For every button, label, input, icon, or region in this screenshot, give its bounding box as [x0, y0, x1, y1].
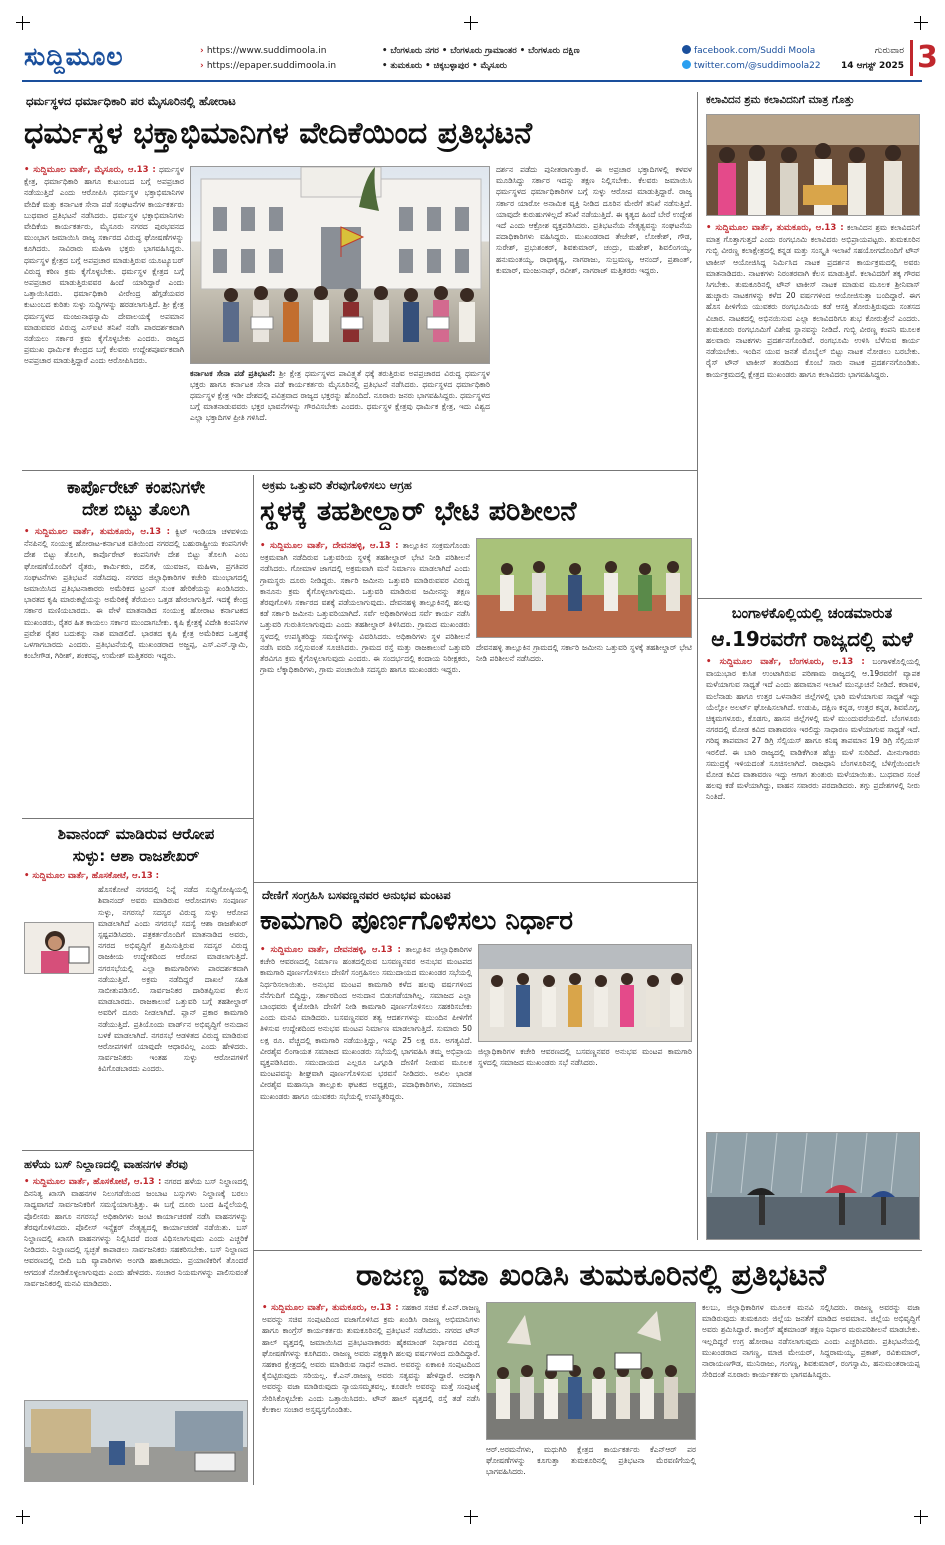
crop-mark [16, 1510, 30, 1524]
column-rule [697, 92, 698, 1240]
page-number: 3 [910, 40, 938, 76]
story5-headline: ಹಳೆಯ ಬಸ್ ನಿಲ್ದಾಣದಲ್ಲಿ ವಾಹನಗಳ ತೆರವು [24, 1157, 188, 1171]
story7-headline-line2: ಆ.19ರವರೆಗೆ ರಾಜ್ಯದಲ್ಲಿ ಮಳೆ [711, 627, 913, 651]
story3-headline-line2: ದೇಶ ಬಿಟ್ಟು ತೊಲಗಿ [82, 500, 190, 520]
story9-protest-photo [486, 1302, 696, 1440]
story2-stage-photo [706, 114, 920, 216]
masthead [22, 40, 938, 82]
story6-body: • ಸುದ್ದಿಮೂಲ ವಾರ್ತೆ, ದೇವನಹಳ್ಳಿ, ಆ.13 : ತಾಲ್ಲೂಕಿನ ಸಂಕ್ರಮಗೊಂಡು ಅಕ್ರಮವಾಗಿ ನಡೆದಿರುವ ಒತ್ತುವರಿಯ ಸ್ಥಳಕ್ಕೆ ತಹಶೀಲ್ದಾರ್ ಭೇಟಿ ನೀಡಿ ಪರಿಶೀಲನೆ ನಡೆಸಿದರು. ಗೋಮಾಳ ಜಾಗದಲ್ಲಿ ಅಕ್ರಮವಾಗಿ ಮನೆ ನಿರ್ಮಾಣ ಮಾಡಲಾಗಿದೆ ಎಂದು ಗ್ರಾಮಸ್ಥರು ದೂರು ನೀಡಿದ್ದರು. ಸರ್ಕಾರಿ ಜಮೀನು ಒತ್ತುವರಿ ಮಾಡಿರುವವರ ವಿರುದ್ಧ ಕಾನೂನು ಕ್ರಮ ಕೈಗೊಳ್ಳಲಾಗುವುದು. ಒತ್ತುವರಿ ಮಾಡಿರುವ ಜಮೀನನ್ನು ತಕ್ಷಣ ತೆರವುಗೊಳಿಸಿ ಸರ್ಕಾರದ ವಶಕ್ಕೆ ಪಡೆಯಲಾಗುವುದು. ದೇವನಹಳ್ಳಿ ತಾಲ್ಲೂಕಿನಲ್ಲಿ ಹಲವು ಕಡೆ ಸರ್ಕಾರಿ ಜಮೀನು ಒತ್ತುವರಿಯಾಗಿದೆ. ಸರ್ವೆ ಅಧಿಕಾರಿಗಳಿಂದ ಸರ್ವೆ ಕಾರ್ಯ ನಡೆಸಿ ಒತ್ತುವರಿ ಗುರುತಿಸಲಾಗುವುದು ಎಂದು ತಹಶೀಲ್ದಾರ್ ತಿಳಿಸಿದರು. ಗ್ರಾಮದ ಮುಖಂಡರು ಸ್ಥಳದಲ್ಲಿ ಉಪಸ್ಥಿತರಿದ್ದು ಸಮಸ್ಯೆಗಳನ್ನು ವಿವರಿಸಿದರು. ಅಧಿಕಾರಿಗಳು ಸ್ಥಳ ಪರಿಶೀಲನೆ ನಡೆಸಿ ವರದಿ ಸಲ್ಲಿಸುವಂತೆ ಸೂಚಿಸಿದರು. ಗ್ರಾಮದ ರಸ್ತೆ ಮತ್ತು ರಾಜಕಾಲುವೆ ಒತ್ತುವರಿ ತೆರವಿಗೂ ಕ್ರಮ ಕೈಗೊಳ್ಳಲಾಗುವುದು ಎಂದರು. ಈ ಸಂದರ್ಭದಲ್ಲಿ ಕಂದಾಯ ನಿರೀಕ್ಷಕರು, ಗ್ರಾಮ ಲೆಕ್ಕಾಧಿಕಾರಿಗಳು, ಗ್ರಾಮ ಪಂಚಾಯಿತಿ ಸದಸ್ಯರು ಹಾಗೂ ಮುಖಂಡರು ಇದ್ದರು. [260, 541, 470, 675]
story9-body-right: ಕಲಬು, ಜಿಲ್ಲಾಧಿಕಾರಿಗಳ ಮೂಲಕ ಮನವಿ ಸಲ್ಲಿಸಿದರು. ರಾಜಣ್ಣ ಅವರನ್ನು ವಜಾ ಮಾಡಿರುವುದು ತುಮಕೂರು ಜಿಲ್ಲೆಯ ಜನತೆಗೆ ಮಾಡಿದ ಅವಮಾನ. ಜಿಲ್ಲೆಯ ಅಭಿವೃದ್ಧಿಗೆ ಅವರು ಶ್ರಮಿಸಿದ್ದಾರೆ. ಕಾಂಗ್ರೆಸ್ ಹೈಕಮಾಂಡ್ ತಕ್ಷಣ ನಿರ್ಧಾರ ಮರುಪರಿಶೀಲನೆ ಮಾಡಬೇಕು. ಇಲ್ಲದಿದ್ದರೆ ಉಗ್ರ ಹೋರಾಟ ನಡೆಸಲಾಗುವುದು ಎಂದು ಎಚ್ಚರಿಸಿದರು. ಪ್ರತಿಭಟನೆಯಲ್ಲಿ ಮುಖಂಡರಾದ ನಾಗಣ್ಣ, ಮಾಜಿ ಮೇಯರ್, ಸಿದ್ದರಾಮಯ್ಯ, ಪ್ರಕಾಶ್, ರವಿಕುಮಾರ್, ನಾರಾಯಣಗೌಡ, ಮುನಿರಾಜು, ಗಂಗಣ್ಣ, ಶಿವಕುಮಾರ್, ರಂಗಸ್ವಾಮಿ, ಹನುಮಂತರಾಯಪ್ಪ ಸೇರಿದಂತೆ ನೂರಾರು ಕಾರ್ಯಕರ್ತರು ಭಾಗವಹಿಸಿದ್ದರು. [702, 1303, 920, 1380]
website-link[interactable]: › https://www.suddimoola.in [200, 44, 336, 59]
story8-kicker: ದೇಣಿಗೆ ಸಂಗ್ರಹಿಸಿ ಬಸವಣ್ಣನವರ ಅನುಭವ ಮಂಟಪ [262, 888, 451, 902]
social-links [682, 44, 821, 74]
story7-body: • ಸುದ್ದಿಮೂಲ ವಾರ್ತೆ, ಬೆಂಗಳೂರು, ಆ.13 : ಬಂಗಾಳಕೊಲ್ಲಿಯಲ್ಲಿ ವಾಯುಭಾರ ಕುಸಿತ ಉಂಟಾಗಿರುವ ಪರಿಣಾಮ ರಾಜ್ಯದಲ್ಲಿ ಆ.19ರವರೆಗೆ ವ್ಯಾಪಕ ಮಳೆಯಾಗುವ ಸಾಧ್ಯತೆ ಇದೆ ಎಂದು ಹವಾಮಾನ ಇಲಾಖೆ ಮುನ್ಸೂಚನೆ ನೀಡಿದೆ. ಕರಾವಳಿ, ಮಲೆನಾಡು ಹಾಗೂ ಉತ್ತರ ಒಳನಾಡಿನ ಜಿಲ್ಲೆಗಳಲ್ಲಿ ಭಾರಿ ಮಳೆಯಾಗುವ ಸಾಧ್ಯತೆ ಇದ್ದು ಯೆಲ್ಲೋ ಅಲರ್ಟ್ ಘೋಷಿಸಲಾಗಿದೆ. ಉಡುಪಿ, ದಕ್ಷಿಣ ಕನ್ನಡ, ಉತ್ತರ ಕನ್ನಡ, ಶಿವಮೊಗ್ಗ, ಚಿಕ್ಕಮಗಳೂರು, ಕೊಡಗು, ಹಾಸನ ಜಿಲ್ಲೆಗಳಲ್ಲಿ ಮಳೆ ಮುಂದುವರೆಯಲಿದೆ. ಬೆಂಗಳೂರು ನಗರದಲ್ಲಿ ಮೋಡ ಕವಿದ ವಾತಾವರಣ ಇರಲಿದ್ದು ಸಾಧಾರಣ ಮಳೆಯಾಗುವ ಸಾಧ್ಯತೆ ಇದೆ. ಗರಿಷ್ಠ ತಾಪಮಾನ 27 ಡಿಗ್ರಿ ಸೆಲ್ಸಿಯಸ್ ಹಾಗೂ ಕನಿಷ್ಠ ತಾಪಮಾನ 19 ಡಿಗ್ರಿ ಸೆಲ್ಸಿಯಸ್ ಇರಲಿದೆ. ಈ ಬಾರಿ ರಾಜ್ಯದಲ್ಲಿ ವಾಡಿಕೆಗಿಂತ ಹೆಚ್ಚು ಮಳೆ ಸುರಿದಿದೆ. ಮೀನುಗಾರರು ಸಮುದ್ರಕ್ಕೆ ಇಳಿಯದಂತೆ ಸೂಚಿಸಲಾಗಿದೆ. ರಾಜಧಾನಿ ಬೆಂಗಳೂರಿನಲ್ಲಿ ಬೆಳಿಗ್ಗೆಯಿಂದಲೇ ಮೋಡ ಕವಿದ ವಾತಾವರಣ ಇದ್ದು ಆಗಾಗ ತುಂತುರು ಮಳೆಯಾಯಿತು. ಬುಧವಾರ ಸಂಜೆ ಹಲವು ಕಡೆ ಮಳೆಯಾಗಿದ್ದು, ವಾಹನ ಸವಾರರು ಪರದಾಡಿದರು. ತಗ್ಗು ಪ್ರದೇಶಗಳಲ್ಲಿ ನೀರು ನಿಂತಿದೆ. [706, 657, 920, 802]
story2-headline: ಕಲಾವಿದನ ಶ್ರಮ ಕಲಾವಿದನಿಗೆ ಮಾತ್ರ ಗೊತ್ತು [706, 94, 855, 106]
facebook-link[interactable]: facebook.com/Suddi Moola [682, 44, 821, 59]
row-rule [22, 1150, 253, 1151]
story6-kicker: ಅಕ್ರಮ ಒತ್ತುವರಿ ತೆರವುಗೊಳಿಸಲು ಆಗ್ರಹ [262, 478, 412, 492]
story1-body-col1: • ಸುದ್ದಿಮೂಲ ವಾರ್ತೆ, ಮೈಸೂರು, ಆ.13 : ಧರ್ಮಸ್ಥಳ ಕ್ಷೇತ್ರ, ಧರ್ಮಾಧಿಕಾರಿ ಹಾಗೂ ಕುಟುಂಬದ ಬಗ್ಗೆ ಅಪಪ್ರಚಾರ ನಡೆಯುತ್ತಿದೆ ಎಂದು ಆರೋಪಿಸಿ ಧರ್ಮಸ್ಥಳ ಭಕ್ತಾಭಿಮಾನಿಗಳ ವೇದಿಕೆ ಮತ್ತು ಕರ್ನಾಟಕ ಸೇನಾ ಪಡೆ ಸಂಘಟನೆಗಳ ಕಾರ್ಯಕರ್ತರು ಬುಧವಾರ ಪ್ರತಿಭಟನೆ ನಡೆಸಿದರು. ಧರ್ಮಸ್ಥಳ ಭಕ್ತಾಭಿಮಾನಿಗಳು ವೇದಿಕೆಯ ಕಾರ್ಯಕರ್ತರು, ಮೈಸೂರು ನಗರದ ಪುರಭವನದ ಮುಂಭಾಗ ಜಮಾಯಿಸಿ ರಾಜ್ಯ ಸರ್ಕಾರದ ವಿರುದ್ಧ ಘೋಷಣೆಗಳನ್ನು ಕೂಗಿದರು. ಸಾವಿರಾರು ಮಹಿಳಾ ಭಕ್ತರು ಭಾಗವಹಿಸಿದ್ದರು. ಧರ್ಮಸ್ಥಳ ಕ್ಷೇತ್ರದ ಬಗ್ಗೆ ಅಪಪ್ರಚಾರ ಮಾಡುತ್ತಿರುವ ಯೂಟ್ಯೂಬರ್ ವಿರುದ್ಧ ಕಠಿಣ ಕ್ರಮ ಕೈಗೊಳ್ಳಬೇಕು. ಧರ್ಮಸ್ಥಳ ಕ್ಷೇತ್ರದ ಬಗ್ಗೆ ಅಪಪ್ರಚಾರ ಮಾಡುತ್ತಿರುವವರ ಹಿಂದೆ ಯಾರಿದ್ದಾರೆ ಎಂದು ಒತ್ತಾಯಿಸಿದರು. ಧರ್ಮಾಧಿಕಾರಿ ವೀರೇಂದ್ರ ಹೆಗ್ಗಡೆಯವರ ಕುಟುಂಬದ ಕುರಿತು ಸುಳ್ಳು ಸುದ್ದಿಗಳನ್ನು ಹರಡಲಾಗುತ್ತಿದೆ. ಶ್ರೀ ಕ್ಷೇತ್ರ ಧರ್ಮಸ್ಥಳದ ಮಂಜುನಾಥಸ್ವಾಮಿ ದೇವಾಲಯಕ್ಕೆ ಅಪಮಾನ ಮಾಡುವವರ ವಿರುದ್ಧ ಎಸ್ಐಟಿ ತನಿಖೆ ನಡೆಸಿ ಪಾರದರ್ಶಕವಾಗಿ ನಡೆಯಲು ಸರ್ಕಾರ ಕ್ರಮ ಕೈಗೊಳ್ಳಬೇಕು ಎಂದರು. ರಾಜ್ಯದ ಪ್ರಮುಖ ಧಾರ್ಮಿಕ ಕೇಂದ್ರದ ಬಗ್ಗೆ ಕೆಲವರು ಉದ್ದೇಶಪೂರ್ವಕವಾಗಿ ಅಪಪ್ರಚಾರ ಮಾಡುತ್ತಿದ್ದಾರೆ ಎಂದು ಆರೋಪಿಸಿದರು. [24, 165, 184, 366]
story7-rain-photo [706, 1132, 920, 1240]
story1-photo-caption: ಕರ್ನಾಟಕ ಸೇನಾ ಪಡೆ ಪ್ರತಿಭಟನೆ: ಶ್ರೀ ಕ್ಷೇತ್ರ ಧರ್ಮಸ್ಥಳದ ಪಾವಿತ್ರ್ಯತೆ ಧಕ್ಕೆ ತರುತ್ತಿರುವ ಅಪಪ್ರಚಾರದ ವಿರುದ್ಧ ಧರ್ಮಸ್ಥಳ ಭಕ್ತರು ಹಾಗೂ ಕರ್ನಾಟಕ ಸೇನಾ ಪಡೆ ಕಾರ್ಯಕರ್ತರು ಮೈಸೂರಿನಲ್ಲಿ ಪ್ರತಿಭಟನೆ ನಡೆಸಿದರು. ಧರ್ಮಸ್ಥಳದ ಧರ್ಮಾಧಿಕಾರಿ ಧರ್ಮಸ್ಥಳ ಕ್ಷೇತ್ರ ಇಡೀ ದೇಶದಲ್ಲಿ ಪವಿತ್ರವಾದ ರಾಜ್ಯದ ಭಕ್ತರನ್ನು ಹೊಂದಿದೆ. ನೂರಾರು ಜನರು ಭಾಗವಹಿಸಿದ್ದರು. ಧರ್ಮಸ್ಥಳದ ಬಗ್ಗೆ ಮಾತನಾಡುವವರು ಭಕ್ತರ ಭಾವನೆಗಳನ್ನು ಗೌರವಿಸಬೇಕು ಎಂದರು. ಧರ್ಮಸ್ಥಳ ಕ್ಷೇತ್ರವು ಧಾರ್ಮಿಕ ಕ್ಷೇತ್ರ, ಇದು ವಿಶ್ವದ ಎಲ್ಲಾ ಭಕ್ತಾದಿಗಳ ಪ್ರೀತಿ ಗಳಿಸಿದೆ. [190, 369, 490, 422]
story6-caption: ದೇವನಹಳ್ಳಿ ತಾಲ್ಲೂಕಿನ ಗ್ರಾಮದಲ್ಲಿ ಸರ್ಕಾರಿ ಜಮೀನು ಒತ್ತುವರಿ ಸ್ಥಳಕ್ಕೆ ತಹಶೀಲ್ದಾರ್ ಭೇಟಿ ನೀಡಿ ಪರಿಶೀಲನೆ ನಡೆಸಿದರು. [476, 643, 692, 663]
rainy-street-illustration [707, 1133, 920, 1240]
newspaper-logo: ಸುದ್ದಿಮೂಲ [24, 42, 124, 71]
story8-meeting-photo [478, 944, 692, 1042]
story7-headline-line1: ಬಂಗಾಳಕೊಲ್ಲಿಯಲ್ಲಿ ಚಂಡಮಾರುತ [731, 606, 893, 622]
row-rule [253, 1250, 922, 1251]
story3-headline-line1: ಕಾರ್ಪೊರೇಟ್ ಕಂಪನಿಗಳೇ [66, 478, 206, 498]
story6-site-visit-photo [476, 538, 692, 638]
row-rule [253, 882, 697, 883]
story1-body-col3: ದರ್ಶನ ಪಡೆದು ಪುನೀತರಾಗುತ್ತಾರೆ. ಈ ಅಪ್ರಚಾರ ಭಕ್ತಾದಿಗಳಲ್ಲಿ ಕಳವಳ ಮೂಡಿಸಿದ್ದು ಸರ್ಕಾರ ಇದನ್ನು ತಕ್ಷಣ ನಿಲ್ಲಿಸಬೇಕು. ಕೆಲವರು ಜಮಾಯಿಸಿ ಧರ್ಮಸ್ಥಳದ ಧರ್ಮಾಧಿಕಾರಿಗಳ ಬಗ್ಗೆ ಸುಳ್ಳು ಆರೋಪ ಮಾಡುತ್ತಿದ್ದಾರೆ. ರಾಜ್ಯ ಸರ್ಕಾರ ಯಾರೋ ಅನಾಮಿಕ ವ್ಯಕ್ತಿ ನೀಡಿದ ದೂರಿನ ಮೇರೆಗೆ ತನಿಖೆ ನಡೆಸುತ್ತಿದೆ. ಯಾವುದೇ ಕುರುಹುಗಳಿಲ್ಲದೆ ತನಿಖೆ ನಡೆಯುತ್ತಿದೆ. ಈ ಕೃತ್ಯದ ಹಿಂದೆ ಬೇರೆ ಉದ್ದೇಶ ಇದೆ ಎಂದು ಆಕ್ರೋಶ ವ್ಯಕ್ತಪಡಿಸಿದರು. ಪ್ರತಿಭಟನೆಯ ನೇತೃತ್ವವನ್ನು ಸಂಘಟನೆಯ ಪದಾಧಿಕಾರಿಗಳು ವಹಿಸಿದ್ದರು. ಮುಖಂಡರಾದ ತೇಜೇಶ್, ಲೋಕೇಶ್, ಗೌಡ, ಸುರೇಶ್, ಪ್ರಭುಶಂಕರ್, ಶಿವಕುಮಾರ್, ಚಂದ್ರು, ಮಹೇಶ್, ಶಿವಲಿಂಗಯ್ಯ, ಹನುಮಂತಯ್ಯ, ರಾಧಾಕೃಷ್ಣ, ನಾಗರಾಜು, ಸುಬ್ರಮಣ್ಯ, ಆನಂದ್, ಪ್ರಶಾಂತ್, ಕುಮಾರ್, ಮಂಜುನಾಥ್, ರವೀಶ್, ನಾಗರಾಜ್ ಮತ್ತಿತರರು ಇದ್ದರು. [496, 165, 692, 275]
story4-headline-line1: ಶಿವಾನಂದ್ ಮಾಡಿರುವ ಆರೋಪ [57, 825, 215, 843]
story8-caption: ಜಿಲ್ಲಾಧಿಕಾರಿಗಳ ಕಚೇರಿ ಆವರಣದಲ್ಲಿ ಬಸವಣ್ಣನವರ ಅನುಭವ ಮಂಟಪ ಕಾಮಗಾರಿ ಸ್ಥಳದಲ್ಲಿ ಸಮಾಜದ ಮುಖಂಡರು ಸಭೆ ನಡೆಸಿದರು. [478, 1047, 692, 1067]
edition-cities: • ಬೆಂಗಳೂರು ನಗರ • ಬೆಂಗಳೂರು ಗ್ರಾಮಾಂತರ • ಬೆಂಗಳೂರು ದಕ್ಷಿಣ • ತುಮಕೂರು • ಚಿಕ್ಕಬಳ್ಳಾಪುರ • ಮೈಸೂರು [382, 46, 580, 71]
column-rule [253, 475, 254, 1485]
story6-headline: ಸ್ಥಳಕ್ಕೆ ತಹಶೀಲ್ದಾರ್ ಭೇಟಿ ಪರಿಶೀಲನೆ [260, 496, 577, 527]
story3-body: • ಸುದ್ದಿಮೂಲ ವಾರ್ತೆ, ತುಮಕೂರು, ಆ.13 : ಕ್ವಿಟ್ ಇಂಡಿಯಾ ಚಳವಳಿಯ ನೆನಪಿನಲ್ಲಿ ಸಂಯುಕ್ತ ಹೋರಾಟ-ಕರ್ನಾಟಕ ವತಿಯಿಂದ ನಗರದಲ್ಲಿ ಬಹುರಾಷ್ಟ್ರೀಯ ಕಂಪನಿಗಳೇ ದೇಶ ಬಿಟ್ಟು ತೊಲಗಿ, ಕಾರ್ಪೊರೇಟ್ ಕಂಪನಿಗಳೇ ದೇಶ ಬಿಟ್ಟು ತೊಲಗಿ ಎಂಬ ಘೋಷಣೆಯೊಂದಿಗೆ ರೈತರು, ಕಾರ್ಮಿಕರು, ದಲಿತ, ಯುವಜನ, ಮಹಿಳಾ, ಪ್ರಗತಿಪರ ಸಂಘಟನೆಗಳು ಪ್ರತಿಭಟನೆ ನಡೆಸಿದವು. ನಗರದ ಜಿಲ್ಲಾಧಿಕಾರಿಗಳ ಕಚೇರಿ ಮುಂಭಾಗದಲ್ಲಿ ಜಮಾಯಿಸಿದ ಪ್ರತಿಭಟನಾಕಾರರು ಅಮೆರಿಕದ ಟ್ರಂಪ್ ಸುಂಕ ಹೇರಿಕೆಯನ್ನು ಖಂಡಿಸಿದರು. ಭಾರತದ ಕೃಷಿ ಮಾರುಕಟ್ಟೆಯನ್ನು ಅಮೆರಿಕಕ್ಕೆ ತೆರೆಯಲು ಒತ್ತಡ ಹೇರಲಾಗುತ್ತಿದೆ. ಇದಕ್ಕೆ ಕೇಂದ್ರ ಸರ್ಕಾರ ಮಣಿಯಬಾರದು. ಈ ವೇಳೆ ಮಾತನಾಡಿದ ಸಂಯುಕ್ತ ಹೋರಾಟ ಕರ್ನಾಟಕದ ಮುಖಂಡರು, ರೈತರ ಹಿತ ಕಾಯಲು ಸರ್ಕಾರ ಮುಂದಾಗಬೇಕು. ಕೃಷಿ ಕ್ಷೇತ್ರಕ್ಕೆ ವಿದೇಶಿ ಕಂಪನಿಗಳ ಪ್ರವೇಶ ರೈತರ ಬದುಕನ್ನು ನಾಶ ಮಾಡಲಿದೆ. ಭಾರತದ ಕೃಷಿ ಕ್ಷೇತ್ರ ಅಮೆರಿಕದ ಒತ್ತಡಕ್ಕೆ ಒಳಗಾಗಬಾರದು ಎಂದರು. ಪ್ರತಿಭಟನೆಯಲ್ಲಿ ಮುಖಂಡರಾದ ಅಜ್ಜಪ್ಪ, ಎಸ್.ಎನ್.ಸ್ವಾಮಿ, ಕಂಬೇಗೌಡ, ಗಿರೀಶ್, ಶಂಕರಪ್ಪ, ಉಮೇಶ್ ಮತ್ತಿತರರು ಇದ್ದರು. [24, 527, 248, 661]
story4-body: • ಸುದ್ದಿಮೂಲ ವಾರ್ತೆ, ಹೊಸಕೋಟೆ, ಆ.13 : ಹೊಸಕೋಟೆ ನಗರದಲ್ಲಿ ನಿನ್ನೆ ನಡೆದ ಸುದ್ದಿಗೋಷ್ಠಿಯಲ್ಲಿ ಶಿವಾನಂದ್ ಅವರು ಮಾಡಿರುವ ಆರೋಪಗಳು ಸಂಪೂರ್ಣ ಸುಳ್ಳು, ನಗರಸಭೆ ಸದಸ್ಯರ ವಿರುದ್ಧ ಸುಳ್ಳು ಆರೋಪ ಮಾಡಲಾಗಿದೆ ಎಂದು ನಗರಸಭೆ ಸದಸ್ಯೆ ಆಶಾ ರಾಜಶೇಖರ್ ಸ್ಪಷ್ಟಪಡಿಸಿದರು. ಪತ್ರಕರ್ತರೊಂದಿಗೆ ಮಾತನಾಡಿದ ಅವರು, ನಗರದ ಅಭಿವೃದ್ಧಿಗೆ ಶ್ರಮಿಸುತ್ತಿರುವ ಸದಸ್ಯರ ವಿರುದ್ಧ ರಾಜಕೀಯ ಉದ್ದೇಶದಿಂದ ಆರೋಪ ಮಾಡಲಾಗುತ್ತಿದೆ. ನಗರಸಭೆಯಲ್ಲಿ ಎಲ್ಲಾ ಕಾಮಗಾರಿಗಳು ಪಾರದರ್ಶಕವಾಗಿ ನಡೆಯುತ್ತಿವೆ. ಅಕ್ರಮ ನಡೆದಿದ್ದರೆ ದಾಖಲೆ ಸಹಿತ ಸಾಬೀತುಪಡಿಸಲಿ. ಸಾರ್ವಜನಿಕರ ದಾರಿತಪ್ಪಿಸುವ ಕೆಲಸ ಮಾಡಬಾರದು. ರಾಜಕಾಲುವೆ ಒತ್ತುವರಿ ಬಗ್ಗೆ ತಹಶೀಲ್ದಾರ್ ಅವರಿಗೆ ದೂರು ನೀಡಲಾಗಿದೆ. ಪ್ಲಾನ್ ಪ್ರಕಾರ ಕಾಮಗಾರಿ ನಡೆಯುತ್ತಿದೆ. ಪ್ರತಿಯೊಂದು ವಾರ್ಡ್‌ನ ಅಭಿವೃದ್ಧಿಗೆ ಅನುದಾನ ಬಳಕೆ ಮಾಡಲಾಗಿದೆ. ನಗರಸಭೆ ಆಡಳಿತದ ವಿರುದ್ಧ ಮಾಡಿರುವ ಆರೋಪಗಳಿಗೆ ಯಾವುದೇ ಆಧಾರವಿಲ್ಲ ಎಂದು ಹೇಳಿದರು. ಸಾರ್ವಜನಿಕರು ಇಂತಹ ಸುಳ್ಳು ಆರೋಪಗಳಿಗೆ ಕಿವಿಗೊಡಬಾರದು ಎಂದರು. [24, 871, 248, 1074]
story5-body: • ಸುದ್ದಿಮೂಲ ವಾರ್ತೆ, ಹೊಸಕೋಟೆ, ಆ.13 : ನಗರದ ಹಳೆಯ ಬಸ್ ನಿಲ್ದಾಣದಲ್ಲಿ ದಿನನಿತ್ಯ ಖಾಸಗಿ ವಾಹನಗಳ ನಿಲುಗಡೆಯಿಂದ ಜಂಬಾಟ ಬಸ್ಸುಗಳು ನಿಲ್ದಾಣಕ್ಕೆ ಬರಲು ಸಾಧ್ಯವಾಗದೆ ಸಾರ್ವಜನಿಕರಿಗೆ ಸಮಸ್ಯೆಯಾಗುತ್ತಿತ್ತು. ಈ ಬಗ್ಗೆ ದೂರು ಬಂದ ಹಿನ್ನೆಲೆಯಲ್ಲಿ ಪೊಲೀಸರು ಹಾಗೂ ನಗರಸಭೆ ಅಧಿಕಾರಿಗಳು ಜಂಟಿ ಕಾರ್ಯಾಚರಣೆ ನಡೆಸಿ ವಾಹನಗಳನ್ನು ತೆರವುಗೊಳಿಸಿದರು. ಪೊಲೀಸ್ ಇನ್ಸ್ಪೆಕ್ಟರ್ ನೇತೃತ್ವದಲ್ಲಿ ಕಾರ್ಯಾಚರಣೆ ನಡೆಯಿತು. ಬಸ್ ನಿಲ್ದಾಣದಲ್ಲಿ ಖಾಸಗಿ ವಾಹನಗಳನ್ನು ನಿಲ್ಲಿಸಿದರೆ ದಂಡ ವಿಧಿಸಲಾಗುವುದು ಎಂದು ಎಚ್ಚರಿಕೆ ನೀಡಿದರು. ನಿಲ್ದಾಣದಲ್ಲಿ ಸ್ವಚ್ಛತೆ ಕಾಪಾಡಲು ಸಾರ್ವಜನಿಕರು ಸಹಕರಿಸಬೇಕು. ಬಸ್ ನಿಲ್ದಾಣದ ಆವರಣದಲ್ಲಿ ಬೀದಿ ಬದಿ ವ್ಯಾಪಾರಿಗಳು ಅಂಗಡಿ ಹಾಕಬಾರದು. ಪ್ರಯಾಣಿಕರಿಗೆ ತೊಂದರೆ ಆಗದಂತೆ ನೋಡಿಕೊಳ್ಳಲಾಗುವುದು ಎಂದು ಹೇಳಿದರು. ಸಂಚಾರ ನಿಯಮಗಳನ್ನು ಪಾಲಿಸುವಂತೆ ಸಾರ್ವಜನಿಕರಲ್ಲಿ ಮನವಿ ಮಾಡಿದರು. [24, 1177, 248, 1288]
issue-date: ಗುರುವಾರ 14 ಆಗಸ್ಟ್ 2025 [841, 46, 904, 71]
site-inspection-illustration [477, 539, 692, 638]
story9-headline: ರಾಜಣ್ಣ ವಜಾ ಖಂಡಿಸಿ ತುಮಕೂರಿನಲ್ಲಿ ಪ್ರತಿಭಟನೆ [355, 1258, 827, 1293]
crop-mark [464, 16, 478, 30]
story9-caption: ಆರ್.ಅರಮನೆಗಳು, ಮಧುಗಿರಿ ಕ್ಷೇತ್ರದ ಕಾರ್ಯಕರ್ತರು ಕೆಎನ್‌ಆರ್ ಪರ ಘೋಷಣೆಗಳನ್ನು ಕೂಗುತ್ತಾ ತುಮಕೂರಿನಲ್ಲಿ ಪ್ರತಿಭಟನಾ ಮೆರವಣಿಗೆಯಲ್ಲಿ ಭಾಗವಹಿಸಿದರು. [486, 1445, 696, 1476]
crop-mark [16, 16, 30, 30]
story1-headline: ಧರ್ಮಸ್ಥಳ ಭಕ್ತಾಭಿಮಾನಿಗಳ ವೇದಿಕೆಯಿಂದ ಪ್ರತಿಭಟನೆ [24, 116, 533, 151]
story9-body-left: • ಸುದ್ದಿಮೂಲ ವಾರ್ತೆ, ತುಮಕೂರು, ಆ.13 : ಸಹಕಾರ ಸಚಿವ ಕೆ.ಎನ್.ರಾಜಣ್ಣ ಅವರನ್ನು ಸಚಿವ ಸಂಪುಟದಿಂದ ವಜಾಗೊಳಿಸಿದ ಕ್ರಮ ಖಂಡಿಸಿ ರಾಜಣ್ಣ ಅಭಿಮಾನಿಗಳು ಹಾಗೂ ಕಾಂಗ್ರೆಸ್ ಕಾರ್ಯಕರ್ತರು ತುಮಕೂರಿನಲ್ಲಿ ಪ್ರತಿಭಟನೆ ನಡೆಸಿದರು. ನಗರದ ಟೌನ್ ಹಾಲ್ ವೃತ್ತದಲ್ಲಿ ಜಮಾಯಿಸಿದ ಪ್ರತಿಭಟನಾಕಾರರು ಹೈಕಮಾಂಡ್ ನಿರ್ಧಾರದ ವಿರುದ್ಧ ಘೋಷಣೆಗಳನ್ನು ಕೂಗಿದರು. ರಾಜಣ್ಣ ಅವರು ಪಕ್ಷಕ್ಕಾಗಿ ಹಲವು ವರ್ಷಗಳಿಂದ ದುಡಿದಿದ್ದಾರೆ. ಸಹಕಾರ ಕ್ಷೇತ್ರದಲ್ಲಿ ಅವರು ಮಾಡಿರುವ ಸಾಧನೆ ಅಪಾರ. ಅವರನ್ನು ಏಕಾಏಕಿ ಸಂಪುಟದಿಂದ ಕೈಬಿಟ್ಟಿರುವುದು ಸರಿಯಲ್ಲ. ಕೆ.ಎನ್.ರಾಜಣ್ಣ ಅವರು ಸತ್ಯವನ್ನು ಹೇಳಿದ್ದಾರೆ. ಅದಕ್ಕಾಗಿ ಅವರನ್ನು ವಜಾ ಮಾಡಿರುವುದು ನ್ಯಾಯಸಮ್ಮತವಲ್ಲ. ಕೂಡಲೇ ಅವರನ್ನು ಮತ್ತೆ ಸಂಪುಟಕ್ಕೆ ಸೇರಿಸಿಕೊಳ್ಳಬೇಕು ಎಂದು ಒತ್ತಾಯಿಸಿದರು. ಟೌನ್ ಹಾಲ್ ವೃತ್ತದಲ್ಲಿ ರಸ್ತೆ ತಡೆ ನಡೆಸಿ ಕೆಲಕಾಲ ಸಂಚಾರ ಅಸ್ತವ್ಯಸ್ತಗೊಂಡಿತು. [262, 1303, 480, 1414]
story5-bus-stand-photo [24, 1400, 248, 1482]
story1-kicker: ಧರ್ಮಸ್ಥಳದ ಧರ್ಮಾಧಿಕಾರಿ ಪರ ಮೈಸೂರಿನಲ್ಲಿ ಹೋರಾಟ [26, 94, 236, 108]
story8-body: • ಸುದ್ದಿಮೂಲ ವಾರ್ತೆ, ದೇವನಹಳ್ಳಿ, ಆ.13 : ತಾಲ್ಲೂಕಿನ ಜಿಲ್ಲಾಧಿಕಾರಿಗಳ ಕಚೇರಿ ಆವರಣದಲ್ಲಿ ನಿರ್ಮಾಣ ಹಂತದಲ್ಲಿರುವ ಬಸವಣ್ಣನವರ ಅನುಭವ ಮಂಟಪದ ಕಾಮಗಾರಿ ಪೂರ್ಣಗೊಳಿಸಲು ದೇಣಿಗೆ ಸಂಗ್ರಹಿಸಲು ಸಮುದಾಯದ ಮುಖಂಡರ ಸಭೆಯಲ್ಲಿ ನಿರ್ಧರಿಸಲಾಯಿತು. ಅನುಭವ ಮಂಟಪ ಕಾಮಗಾರಿ ಕಳೆದ ಹಲವು ವರ್ಷಗಳಿಂದ ನೆನೆಗುದಿಗೆ ಬಿದ್ದಿದ್ದು, ಸರ್ಕಾರದಿಂದ ಅನುದಾನ ಬಿಡುಗಡೆಯಾಗಿಲ್ಲ. ಸಮಾಜದ ಎಲ್ಲಾ ಬಾಂಧವರು ಕೈಜೋಡಿಸಿ ದೇಣಿಗೆ ನೀಡಿ ಕಾಮಗಾರಿ ಪೂರ್ಣಗೊಳಿಸಲು ಸಹಕರಿಸಬೇಕು ಎಂದು ಮನವಿ ಮಾಡಿದರು. ಬಸವಣ್ಣನವರ ತತ್ವ ಆದರ್ಶಗಳನ್ನು ಮುಂದಿನ ಪೀಳಿಗೆಗೆ ತಿಳಿಸುವ ಉದ್ದೇಶದಿಂದ ಅನುಭವ ಮಂಟಪ ನಿರ್ಮಾಣ ಮಾಡಲಾಗುತ್ತಿದೆ. ಸುಮಾರು 50 ಲಕ್ಷ ರೂ. ವೆಚ್ಚದಲ್ಲಿ ಕಾಮಗಾರಿ ನಡೆಯುತ್ತಿದ್ದು, ಇನ್ನೂ 25 ಲಕ್ಷ ರೂ. ಅಗತ್ಯವಿದೆ. ವೀರಶೈವ ಲಿಂಗಾಯತ ಸಮಾಜದ ಮುಖಂಡರು ಸಭೆಯಲ್ಲಿ ಭಾಗವಹಿಸಿ ತಮ್ಮ ಅಭಿಪ್ರಾಯ ವ್ಯಕ್ತಪಡಿಸಿದರು. ಸಮುದಾಯದ ಎಲ್ಲರೂ ಒಗ್ಗೂಡಿ ದೇಣಿಗೆ ನೀಡುವ ಮೂಲಕ ಮಂಟಪವನ್ನು ಶೀಘ್ರವಾಗಿ ಪೂರ್ಣಗೊಳಿಸುವ ಭರವಸೆ ನೀಡಿದರು. ಅಖಿಲ ಭಾರತ ವೀರಶೈವ ಮಹಾಸಭಾ ತಾಲ್ಲೂಕು ಘಟಕದ ಅಧ್ಯಕ್ಷರು, ಪದಾಧಿಕಾರಿಗಳು, ಸಮಾಜದ ಮುಖಂಡರು ಹಾಗೂ ಯುವಕರು ಸಭೆಯಲ್ಲಿ ಉಪಸ್ಥಿತರಿದ್ದರು. [260, 945, 472, 1101]
epaper-link[interactable]: › https://epaper.suddimoola.in [200, 59, 336, 74]
palace-building-illustration [191, 167, 490, 364]
street-protest-illustration [487, 1303, 696, 1440]
stage-artists-illustration [707, 115, 920, 216]
story2-body: • ಸುದ್ದಿಮೂಲ ವಾರ್ತೆ, ತುಮಕೂರು, ಆ.13 : ಕಲಾವಿದನ ಶ್ರಮ ಕಲಾವಿದನಿಗೆ ಮಾತ್ರ ಗೊತ್ತಾಗುತ್ತದೆ ಎಂದು ರಂಗಭೂಮಿ ಕಲಾವಿದರು ಅಭಿಪ್ರಾಯಪಟ್ಟರು. ತುಮಕೂರಿನ ಗುಬ್ಬಿ ವೀರಣ್ಣ ಕಲಾಕ್ಷೇತ್ರದಲ್ಲಿ ಕನ್ನಡ ಮತ್ತು ಸಂಸ್ಕೃತಿ ಇಲಾಖೆ ಸಹಯೋಗದೊಂದಿಗೆ ಟೌನ್ ಟಾಕೀಸ್ ಆಯೋಜಿಸಿದ್ದ ನಿರ್ಮಿಸಿದ ನಾಟಕ ಪ್ರದರ್ಶನ ಕಾರ್ಯಕ್ರಮದಲ್ಲಿ ಅವರು ಮಾತನಾಡಿದರು. ನಾಟಕಗಳು ನಿರಂತರವಾಗಿ ಕೆಲಸ ಮಾಡುತ್ತಿವೆ. ಕಲಾವಿದರಿಗೆ ತಕ್ಕ ಗೌರವ ಸಿಗಬೇಕು. ತುಮಕೂರಿನಲ್ಲಿ ಟೌನ್ ಟಾಕೀಸ್ ನಾಟಕ ಮಾಡುವ ಮೂಲಕ ಶ್ರೀನಿವಾಸ್ ಹುಚ್ಚಾರು ನಾಟಕಗಳನ್ನು ಕಳೆದ 20 ವರ್ಷಗಳಿಂದ ಆಯೋಜಿಸುತ್ತಾ ಬಂದಿದ್ದಾರೆ. ಈಗ ಹೊಸ ಪೀಳಿಗೆಯ ಯುವಕರು ರಂಗಭೂಮಿಯ ಕಡೆ ಆಸಕ್ತಿ ತೋರುತ್ತಿರುವುದು ಸಂತಸದ ವಿಚಾರ. ನಾಟಕದಲ್ಲಿ ಅಭಿನಯಿಸುವ ಎಲ್ಲಾ ಕಲಾವಿದರಿಗೂ ಶುಭ ಕೋರುತ್ತೇನೆ ಎಂದರು. ತುಮಕೂರು ರಂಗಭೂಮಿಗೆ ವಿಶೇಷ ಸ್ಥಾನವನ್ನು ನೀಡಿದೆ. ಗುಬ್ಬಿ ವೀರಣ್ಣ ಕಂಪನಿ ಮೂಲಕ ಹಲವಾರು ನಾಟಕಗಳು ಪ್ರದರ್ಶನಗೊಂಡಿವೆ. ರಂಗಭೂಮಿ ಉಳಿಸಿ ಬೆಳೆಸುವ ಕಾರ್ಯ ನಡೆಯಬೇಕು. ಇಂದಿನ ಯುವ ಜನತೆ ಮೊಬೈಲ್ ಬಿಟ್ಟು ನಾಟಕ ನೋಡಲು ಬರಬೇಕು. ರೈಸ್ ಟೌನ್ ಟಾಕೀಸ್ ತಂಡದಿಂದ ಕೊಂಬೆ ಸಾರು ನಾಟಕ ಪ್ರದರ್ಶನಗೊಂಡಿತು. ಕಾರ್ಯಕ್ರಮದಲ್ಲಿ ಕ್ಷೇತ್ರದ ಮುಖಂಡರು ಹಾಗೂ ಕಲಾವಿದರು ಭಾಗವಹಿಸಿದ್ದರು. [706, 223, 920, 379]
facebook-icon [682, 45, 691, 54]
bus-stand-illustration [25, 1401, 248, 1482]
row-rule [22, 818, 253, 819]
row-rule [22, 470, 697, 471]
crop-mark [914, 16, 928, 30]
story1-protest-photo [190, 166, 490, 364]
story8-headline: ಕಾಮಗಾರಿ ಪೂರ್ಣಗೊಳಿಸಲು ನಿರ್ಧಾರ [260, 906, 574, 936]
row-rule [697, 598, 922, 599]
twitter-link[interactable]: twitter.com/@suddimoola22 [682, 59, 821, 74]
web-links [200, 44, 336, 74]
story4-headline-line2: ಸುಳ್ಳು: ಆಶಾ ರಾಜಶೇಖರ್ [72, 847, 200, 865]
community-meeting-illustration [479, 945, 692, 1042]
crop-mark [914, 1510, 928, 1524]
twitter-icon [682, 60, 691, 69]
crop-mark [464, 1510, 478, 1524]
